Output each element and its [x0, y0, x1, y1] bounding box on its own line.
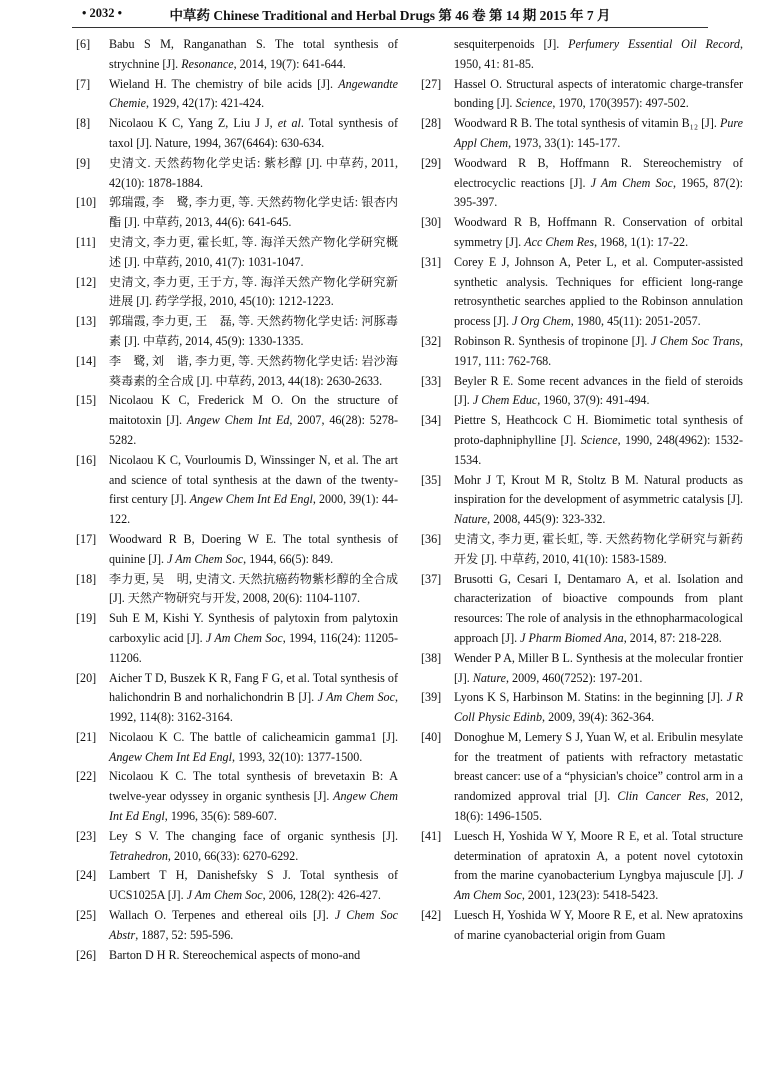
reference-item: [76, 669, 398, 728]
reference-item: [76, 767, 398, 826]
reference-item: [421, 688, 743, 728]
reference-journal: Angew Chem Int Ed Engl: [189, 492, 313, 507]
reference-item: [421, 649, 743, 689]
reference-number: [36]: [421, 531, 442, 546]
reference-column-right: [421, 35, 743, 946]
reference-item: [76, 570, 398, 610]
reference-item: [421, 728, 743, 827]
reference-number: [34]: [421, 413, 442, 428]
reference-journal: J Chem Educ: [472, 393, 538, 408]
reference-item: [76, 906, 398, 946]
reference-text: 史清文, 李力更, 霍长虹, 等. 天然药物化学研究与新药开发 [J]. 中草药, 2010, 41(10): 1583-1589.: [454, 531, 743, 566]
reference-journal: Acc Chem Res: [524, 234, 595, 249]
reference-journal: Angewandte Chemie: [109, 76, 398, 111]
reference-number: [15]: [76, 393, 97, 408]
reference-item: [76, 530, 398, 570]
reference-text: Nicolaou K C. The battle of calicheamicin gamma1 [J].: [109, 729, 398, 744]
reference-text: Lambert T H, Danishefsky S J. Total synthesis of UCS1025A [J].: [109, 868, 398, 903]
reference-number: [10]: [76, 195, 97, 210]
reference-text: Corey E J, Johnson A, Peter L, et al. Computer-assisted synthetic analysis. Techniques for efficient long-range retrosynthetic searches applied to the Robinson annulation process [J].: [454, 254, 743, 329]
reference-tail: , 1965, 87(2): 395-397.: [454, 175, 743, 210]
reference-tail: , 1992, 114(8): 3162-3164.: [109, 690, 398, 725]
reference-item: [421, 114, 743, 154]
journal-title: 中草药 Chinese Traditional and Herbal Drugs 第 46 卷 第 14 期 2015 年 7 月: [169, 8, 611, 23]
reference-text: 史清文, 李力更, 王于方, 等. 海洋天然产物化学研究新进展 [J]. 药学学报, 2010, 45(10): 1212-1223.: [109, 274, 398, 309]
reference-number: [7]: [76, 76, 91, 91]
reference-tail: , 1950, 41: 81-85.: [454, 37, 743, 71]
reference-number: [28]: [421, 116, 442, 131]
reference-journal: Nature: [472, 670, 506, 685]
reference-tail: , 1970, 170(3957): 497-502.: [552, 96, 689, 111]
reference-tail: , 1968, 1(1): 17-22.: [594, 234, 689, 249]
reference-text: Babu S M, Ranganathan S. The total synthesis of strychnine [J].: [109, 37, 398, 71]
reference-journal: Pure Appl Chem: [454, 116, 743, 150]
reference-tail: , 2007, 46(28): 5278-5282.: [109, 413, 398, 447]
reference-text: Luesch H, Yoshida W Y, Moore R E, et al. New apratoxins of marine cyanobacterial origin from Guam: [454, 908, 743, 942]
reference-item: [421, 530, 743, 570]
reference-item: [76, 609, 398, 668]
reference-item: [76, 866, 398, 906]
reference-text: Brusotti G, Cesari I, Dentamaro A, et al. Isolation and characterization of bioactive compounds from plant resources: The role of analysis in the ethnopharmacological approach [J].: [454, 571, 743, 645]
reference-journal: Science: [580, 432, 618, 447]
reference-journal: J Am Chem Soc: [167, 551, 244, 566]
reference-text: Nicolaou K C, Yang Z, Liu J J,: [109, 116, 278, 131]
reference-text: 郭瑞霞, 李 鹭, 李力更, 等. 天然药物化学史话: 银杏内酯 [J]. 中草药, 2013, 44(6): 641-645.: [109, 195, 398, 230]
reference-item: [76, 946, 398, 966]
reference-item: [421, 154, 743, 213]
reference-tail: , 1944, 66(5): 849.: [243, 551, 334, 566]
reference-tail: , 1993, 32(10): 1377-1500.: [231, 749, 363, 764]
reference-journal: Nature: [454, 512, 488, 527]
reference-item: [421, 411, 743, 470]
reference-journal: Angew Chem Int Ed Engl: [109, 749, 232, 764]
reference-number: [26]: [76, 947, 97, 962]
reference-number: [42]: [421, 908, 442, 923]
reference-number: [23]: [76, 828, 97, 843]
reference-journal: J Am Chem Soc: [454, 868, 743, 903]
reference-tail: , 1980, 45(11): 2051-2057.: [570, 314, 701, 329]
reference-number: [18]: [76, 571, 97, 586]
reference-text: Nicolaou K C, Frederick M O. On the structure of maitotoxin [J].: [109, 393, 398, 428]
reference-number: [40]: [421, 729, 442, 744]
reference-tail: , 2006, 128(2): 426-427.: [262, 888, 381, 903]
reference-journal: et al: [277, 116, 301, 131]
reference-text: Beyler R E. Some recent advances in the field of steroids [J].: [454, 373, 743, 408]
reference-journal: Tetrahedron: [109, 848, 168, 863]
reference-item: [76, 233, 398, 273]
reference-journal: Resonance: [181, 56, 234, 71]
reference-tail: , 2012, 18(6): 1496-1505.: [454, 789, 743, 824]
reference-number: [33]: [421, 373, 442, 388]
reference-item: [421, 332, 743, 372]
reference-text: Lyons K S, Harbinson M. Statins: in the beginning [J].: [454, 690, 727, 705]
reference-journal: J Org Chem: [512, 314, 571, 329]
reference-text: Hassel O. Structural aspects of interatomic charge-transfer bonding [J].: [454, 76, 743, 111]
page-header: [72, 2, 708, 26]
reference-text: Woodward R B, Hoffmann R. Stereochemistry of electrocyclic reactions [J].: [454, 155, 743, 190]
reference-text: Piettre S, Heathcock C H. Biomimetic total synthesis of proto-daphniphylline [J].: [454, 413, 743, 447]
reference-number: [8]: [76, 116, 91, 131]
reference-text: Woodward R B, Hoffmann R. Conservation of orbital symmetry [J].: [454, 215, 743, 249]
reference-number: [31]: [421, 254, 442, 269]
reference-journal: J Am Chem Soc: [317, 690, 395, 705]
reference-item: [76, 391, 398, 450]
reference-number: [19]: [76, 611, 97, 626]
reference-tail: , 2001, 123(23): 5418-5423.: [521, 888, 659, 903]
reference-item: [421, 35, 743, 75]
reference-tail: , 2014, 87: 218-228.: [623, 630, 722, 645]
reference-item: [76, 114, 398, 154]
reference-text: Nicolaou K C, Vourloumis D, Winssinger N, et al. The art and science of total synthesis at the dawn of the twenty-first century [J].: [109, 452, 398, 507]
reference-number: [32]: [421, 333, 442, 348]
reference-journal: Perfumery Essential Oil Record: [568, 37, 740, 51]
reference-text: Luesch H, Yoshida W Y, Moore R E, et al. Total structure determination of apratoxin A, a potent novel cytotoxin from the marine cyanobacterium Lyngbya majuscule [J].: [454, 828, 743, 883]
reference-item: [421, 570, 743, 649]
header-rule: [72, 27, 708, 28]
reference-text: Woodward R B. The total synthesis of vitamin B₁₂ [J].: [454, 116, 720, 131]
reference-number: [25]: [76, 908, 97, 923]
reference-text: 史清文. 天然药物化学史话: 紫杉醇 [J]. 中草药, 2011, 42(10): 1878-1884.: [109, 155, 398, 190]
reference-number: [16]: [76, 452, 97, 467]
reference-journal: J Am Chem Soc: [205, 630, 283, 645]
reference-number: [37]: [421, 571, 442, 586]
reference-item: [76, 728, 398, 768]
reference-item: [421, 471, 743, 530]
reference-text: 史清文, 李力更, 霍长虹, 等. 海洋天然产物化学研究概述 [J]. 中草药, 2010, 41(7): 1031-1047.: [109, 234, 398, 269]
reference-number: [17]: [76, 531, 97, 546]
reference-tail: , 2014, 19(7): 641-644.: [233, 56, 346, 71]
reference-tail: , 1887, 52: 595-596.: [135, 927, 234, 942]
reference-text: Aicher T D, Buszek K R, Fang F G, et al. Total synthesis of halichondrin B and norhalichondrin B [J].: [109, 670, 398, 705]
reference-number: [6]: [76, 37, 91, 51]
reference-number: [39]: [421, 690, 442, 705]
reference-text: Wender P A, Miller B L. Synthesis at the molecular frontier [J].: [454, 650, 743, 685]
reference-text: 郭瑞霞, 李力更, 王 磊, 等. 天然药物化学史话: 河豚毒素 [J]. 中草药, 2014, 45(9): 1330-1335.: [109, 314, 398, 348]
reference-number: [11]: [76, 234, 96, 249]
reference-tail: , 1996, 35(6): 589-607.: [164, 809, 277, 824]
reference-text: 李 鹭, 刘 谐, 李力更, 等. 天然药物化学史话: 岩沙海葵毒素的全合成 [J]. 中草药, 2013, 44(18): 2630-2633.: [109, 353, 398, 388]
reference-number: [20]: [76, 670, 97, 685]
reference-text: 李力更, 吴 明, 史清文. 天然抗癌药物紫杉醇的全合成 [J]. 天然产物研究与开发, 2008, 20(6): 1104-1107.: [109, 571, 398, 606]
reference-item: [76, 35, 398, 75]
reference-text: Suh E M, Kishi Y. Synthesis of palytoxin from palytoxin carboxylic acid [J].: [109, 611, 398, 645]
reference-number: [30]: [421, 215, 442, 230]
reference-journal: Angew Chem Int Ed: [186, 413, 290, 428]
reference-number: [38]: [421, 650, 442, 665]
reference-tail: , 1990, 248(4962): 1532-1534.: [454, 432, 744, 467]
page-number: • 2032 •: [82, 6, 123, 20]
reference-item: [421, 372, 743, 412]
reference-item: [76, 193, 398, 233]
reference-number: [41]: [421, 828, 442, 843]
reference-number: [24]: [76, 868, 97, 883]
reference-tail: . Total synthesis of taxol [J]. Nature, 1994, 367(6464): 630-634.: [109, 116, 398, 150]
reference-item: [76, 312, 398, 352]
reference-journal: Clin Cancer Res: [617, 789, 706, 804]
reference-item: [76, 451, 398, 530]
reference-journal: J R Coll Physic Edinb: [454, 690, 743, 725]
reference-tail: , 2009, 460(7252): 197-201.: [505, 670, 643, 685]
reference-tail: , 1994, 116(24): 11205-11206.: [109, 630, 398, 665]
reference-item: [421, 827, 743, 906]
reference-tail: , 2009, 39(4): 362-364.: [542, 710, 655, 725]
reference-tail: , 2008, 445(9): 323-332.: [487, 512, 606, 527]
reference-item: [76, 273, 398, 313]
reference-number: [13]: [76, 314, 97, 329]
reference-journal: J Am Chem Soc: [590, 175, 673, 190]
reference-item: [76, 154, 398, 194]
reference-text: Wallach O. Terpenes and ethereal oils [J].: [109, 908, 335, 923]
reference-text: sesquiterpenoids [J].: [454, 37, 569, 51]
reference-tail: , 2010, 66(33): 6270-6292.: [167, 848, 299, 863]
reference-text: Robinson R. Synthesis of tropinone [J].: [454, 333, 651, 348]
reference-journal: J Am Chem Soc: [186, 888, 263, 903]
reference-number: [21]: [76, 729, 97, 744]
reference-number: [9]: [76, 155, 91, 170]
reference-text: Woodward R B, Doering W E. The total synthesis of quinine [J].: [109, 531, 398, 566]
reference-item: [421, 906, 743, 946]
reference-tail: , 1960, 37(9): 491-494.: [537, 393, 650, 408]
reference-journal: Science: [515, 96, 553, 111]
reference-item: [421, 75, 743, 115]
reference-number: [27]: [421, 76, 442, 91]
reference-text: Barton D H R. Stereochemical aspects of mono-and: [109, 947, 361, 962]
reference-text: Donoghue M, Lemery S J, Yuan W, et al. Eribulin mesylate for the treatment of patients with refractory metastatic breast cancer: use of a “physician's choice” control arm in a randomized approval trial [J].: [454, 729, 743, 804]
reference-item: [421, 253, 743, 332]
reference-number: [29]: [421, 155, 442, 170]
reference-item: [76, 352, 398, 392]
reference-number: [14]: [76, 353, 97, 368]
reference-journal: J Chem Soc Trans: [650, 333, 740, 348]
reference-item: [76, 75, 398, 115]
reference-number: [35]: [421, 472, 442, 487]
reference-item: [76, 827, 398, 867]
reference-journal: Angew Chem Int Ed Engl: [109, 789, 398, 824]
reference-column-left: [76, 35, 398, 965]
reference-number: [12]: [76, 274, 97, 289]
reference-tail: , 1973, 33(1): 145-177.: [508, 135, 621, 150]
reference-journal: J Chem Soc Abstr: [109, 908, 398, 942]
reference-item: [421, 213, 743, 253]
reference-tail: , 1929, 42(17): 421-424.: [145, 96, 265, 111]
reference-text: Ley S V. The changing face of organic synthesis [J].: [109, 828, 398, 843]
reference-number: [22]: [76, 769, 97, 784]
reference-journal: J Pharm Biomed Ana: [520, 630, 624, 645]
reference-text: Nicolaou K C. The total synthesis of brevetaxin B: A twelve-year odyssey in organic synthesis [J].: [109, 769, 398, 804]
reference-tail: , 2000, 39(1): 44-122.: [109, 492, 398, 527]
reference-tail: , 1917, 111: 762-768.: [454, 333, 743, 368]
reference-text: Wieland H. The chemistry of bile acids [J].: [109, 76, 339, 91]
reference-text: Mohr J T, Krout M R, Stoltz B M. Natural products as inspiration for the development of asymmetric catalysis [J].: [454, 472, 743, 507]
